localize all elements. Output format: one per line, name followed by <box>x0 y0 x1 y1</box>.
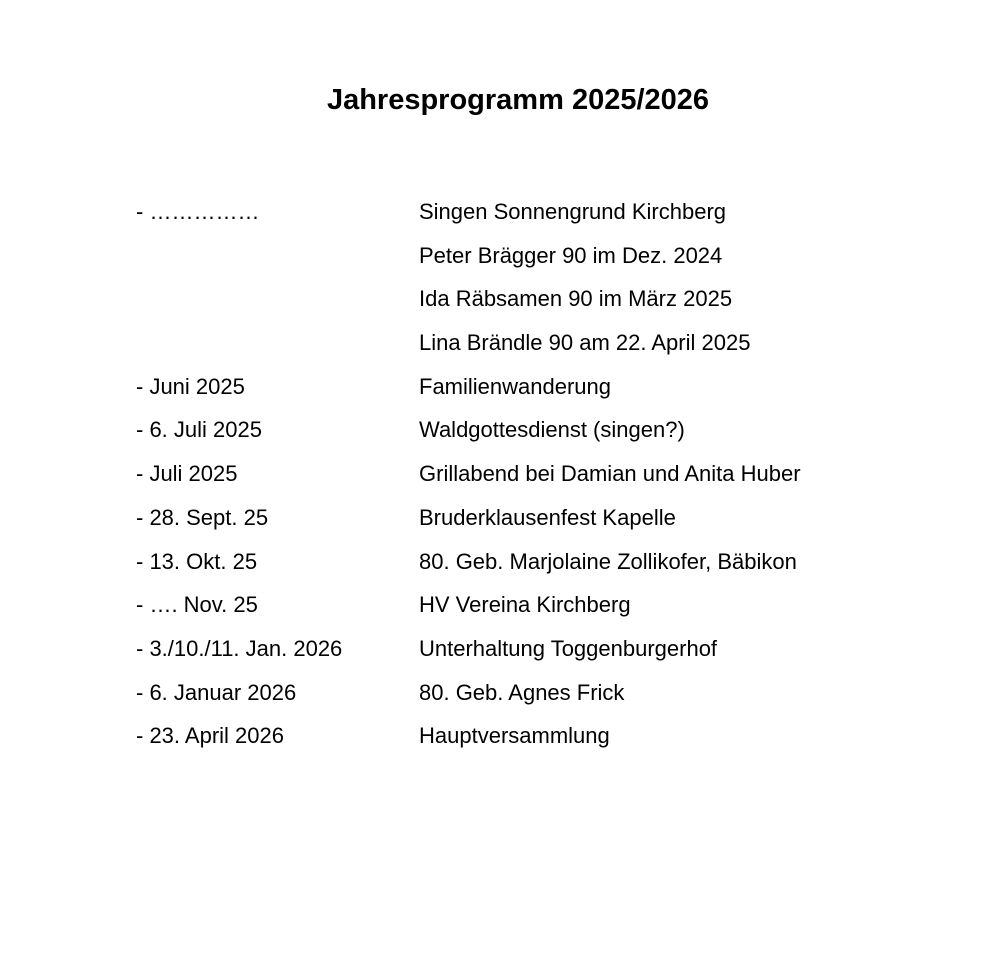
program-event: 80. Geb. Marjolaine Zollikofer, Bäbikon <box>419 548 797 574</box>
page-title: Jahresprogramm 2025/2026 <box>326 84 710 116</box>
program-event: Ida Räbsamen 90 im März 2025 <box>419 286 733 312</box>
program-event: Unterhaltung Toggenburgerhof <box>419 635 718 661</box>
program-list <box>136 194 956 762</box>
program-row <box>136 194 956 238</box>
program-date: - 6. Juli 2025 <box>136 417 262 443</box>
program-event: Grillabend bei Damian und Anita Huber <box>419 461 801 487</box>
program-event: Singen Sonnengrund Kirchberg <box>419 199 727 224</box>
program-date: - 6. Januar 2026 <box>136 679 297 705</box>
program-row <box>136 718 956 762</box>
program-date: - 23. April 2026 <box>136 723 284 749</box>
program-date: - Juni 2025 <box>136 373 245 399</box>
program-row <box>136 544 956 588</box>
program-date: - …………… <box>136 199 260 224</box>
program-event: Bruderklausenfest Kapelle <box>419 504 676 530</box>
program-row <box>136 631 956 675</box>
program-row <box>136 456 956 500</box>
program-event: Lina Brändle 90 am 22. April 2025 <box>419 330 751 356</box>
program-row <box>136 369 956 413</box>
program-row <box>136 238 956 282</box>
program-row <box>136 412 956 456</box>
program-date: - Juli 2025 <box>136 461 238 487</box>
program-date: - …. Nov. 25 <box>136 592 258 618</box>
program-event: Peter Brägger 90 im Dez. 2024 <box>419 242 723 268</box>
program-date: - 28. Sept. 25 <box>136 504 269 530</box>
program-event: Hauptversammlung <box>419 723 610 749</box>
program-row <box>136 500 956 544</box>
program-row <box>136 675 956 719</box>
program-event: 80. Geb. Agnes Frick <box>419 679 625 705</box>
program-event: Familienwanderung <box>419 373 611 399</box>
program-row <box>136 325 956 369</box>
program-row <box>136 587 956 631</box>
program-event: HV Vereina Kirchberg <box>419 592 631 618</box>
program-date: - 13. Okt. 25 <box>136 548 258 574</box>
program-date: - 3./10./11. Jan. 2026 <box>136 635 343 661</box>
program-event: Waldgottesdienst (singen?) <box>419 417 685 443</box>
program-row <box>136 281 956 325</box>
